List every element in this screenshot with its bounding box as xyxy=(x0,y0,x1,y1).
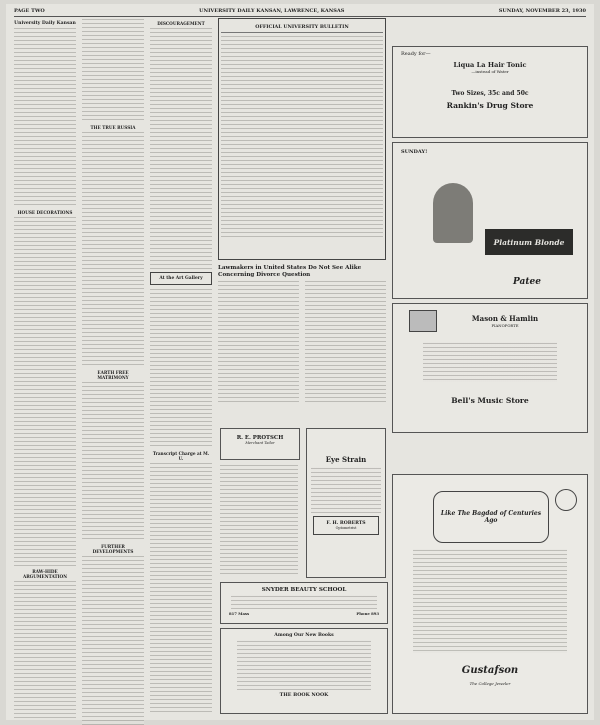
snyder-name: SNYDER BEAUTY SCHOOL xyxy=(261,587,347,593)
page-number: PAGE TWO xyxy=(14,8,45,14)
headline-further-developments: FURTHER DEVELOPMENTS xyxy=(92,544,134,554)
bells-music-ad xyxy=(392,303,588,433)
jeweler-emblem xyxy=(555,489,577,511)
duke-ad xyxy=(220,464,298,576)
snyder-phone: Phone 893 xyxy=(356,611,379,616)
university-bulletin xyxy=(218,18,386,258)
transcript-headline: Transcript Charge at M. U. xyxy=(152,451,210,461)
gustafson-sub: The College Jeweler xyxy=(469,681,511,686)
paper-title: UNIVERSITY DAILY KANSAN, LAWRENCE, KANSAS xyxy=(199,8,345,14)
protsch-sub: Merchant Tailor xyxy=(245,441,275,445)
paper-name: University Daily Kansan xyxy=(14,21,76,26)
gustafson-title: Like The Bagdad of Centuries Ago xyxy=(433,491,549,543)
book-nook-name: THE BOOK NOOK xyxy=(279,692,329,698)
piano-brand: Mason & Hamlin xyxy=(471,314,539,323)
books-title: Among Our New Books xyxy=(274,633,334,638)
eye-strain-title: Eye Strain xyxy=(325,455,367,464)
bells-store: Bell's Music Store xyxy=(451,396,529,405)
divorce-headline: Lawmakers in United States Do Not See Alike Concerning Divorce Question xyxy=(218,265,362,278)
column-two xyxy=(82,18,144,718)
divorce-article xyxy=(218,262,386,405)
protsch-name: R. E. PROTSCH xyxy=(236,435,284,441)
issue-date: SUNDAY, NOVEMBER 23, 1930 xyxy=(498,8,586,14)
editorial-column xyxy=(14,18,76,718)
liqua-sub: —instead of Water xyxy=(471,69,509,74)
theater-day: SUNDAY! xyxy=(401,149,428,155)
liqua-ad xyxy=(392,46,588,138)
headline-discouragement: DISCOURAGEMENT xyxy=(157,21,205,26)
snyder-ad xyxy=(220,582,388,624)
newspaper-page xyxy=(6,4,594,720)
bulletin-title: OFFICIAL UNIVERSITY BULLETIN xyxy=(255,24,349,30)
book-nook-ad xyxy=(220,628,388,714)
gustafson-name: Gustafson xyxy=(461,665,519,676)
patee-name: Patee xyxy=(513,277,541,287)
art-gallery-heading: At the Art Gallery xyxy=(150,272,212,285)
headline-true-russia: THE TRUE RUSSIA xyxy=(90,125,136,130)
snyder-address: 817 Mass xyxy=(229,611,250,616)
piano-sub: PIANOFORTE xyxy=(491,323,519,328)
gustafson-ad xyxy=(392,474,588,714)
headline-rawhide: RAW-HIDE ARGUMENTATION xyxy=(22,569,68,579)
actor-portrait xyxy=(433,183,473,243)
liqua-price: Two Sizes, 35c and 50c xyxy=(451,90,529,97)
headline-earth-free-matrimony: EARTH FREE MATRIMONY xyxy=(97,370,129,380)
liqua-name: Liqua La Hair Tonic xyxy=(453,61,527,69)
eye-strain-ad xyxy=(306,428,386,578)
roberts-sub: Optometrist xyxy=(335,526,357,530)
roberts-name: F. H. ROBERTS xyxy=(326,521,366,526)
piano-illustration xyxy=(409,310,437,332)
protsch-ad xyxy=(220,428,300,460)
patee-ad xyxy=(392,142,588,299)
headline-house-decorations: HOUSE DECORATIONS xyxy=(17,210,73,215)
platinum-blonde-title: Platinum Blonde xyxy=(485,229,573,255)
liqua-top: Ready for— xyxy=(401,51,431,57)
masthead xyxy=(14,6,586,17)
rankin-store: Rankin's Drug Store xyxy=(446,101,534,110)
column-three xyxy=(150,18,212,718)
